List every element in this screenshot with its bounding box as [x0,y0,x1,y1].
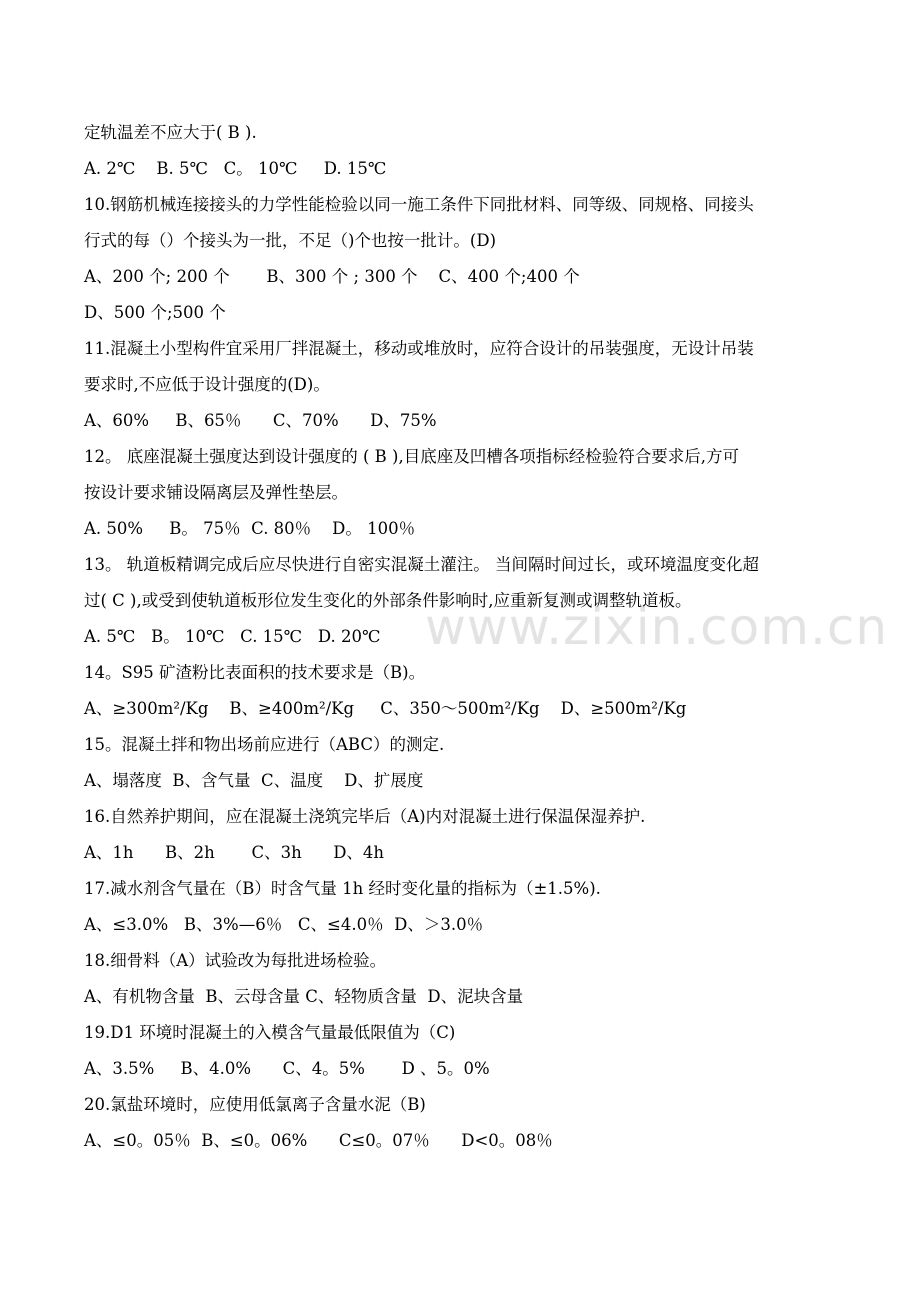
question-19: 19.D1 环境时混凝土的入模含气量最低限值为（C) [84,1023,456,1042]
text-line: 要求时,不应低于设计强度的(D)。 [84,375,330,394]
text-line: 定轨温差不应大于( B ). [84,123,257,142]
question-12: 12。 底座混凝土强度达到设计强度的 ( B ),目底座及凹槽各项指标经检验符合要求后,方可 [84,447,739,466]
answer-options: A、≤3.0% B、3%—6％ C、≤4.0％ D、＞3.0％ [84,915,484,934]
answer-options: A、60% B、65％ C、70% D、75% [84,411,437,430]
answer-options: A、1h B、2h C、3h D、4h [84,843,385,862]
answer-options: A. 5℃ B。 10℃ C. 15℃ D. 20℃ [84,627,381,646]
document-page [84,115,844,1159]
question-16: 16.自然养护期间，应在混凝土浇筑完毕后（A)内对混凝土进行保温保湿养护. [84,807,646,826]
question-13: 13。 轨道板精调完成后应尽快进行自密实混凝土灌注。 当间隔时间过长，或环境温度变化超 [84,555,759,574]
answer-options: A、200 个; 200 个 B、300 个 ; 300 个 C、400 个;400 个 [84,267,580,286]
question-17: 17.减水剂含气量在（B）时含气量 1h 经时变化量的指标为（±1.5%). [84,879,601,898]
question-10: 10.钢筋机械连接接头的力学性能检验以同一施工条件下同批材料、同等级、同规格、同接头 [84,195,754,214]
question-18: 18.细骨料（A）试验改为每批进场检验。 [84,951,387,970]
text-line: 过( C ),或受到使轨道板形位发生变化的外部条件影响时,应重新复测或调整轨道板。 [84,591,692,610]
text-line: 按设计要求铺设隔离层及弹性垫层。 [84,483,348,502]
answer-options: A、塌落度 B、含气量 C、温度 D、扩展度 [84,771,424,790]
answer-options: A、≤0。05％ B、≤0。06% C≤0。07％ D<0。08％ [84,1131,553,1150]
answer-options: A、3.5% B、4.0% C、4。5% D 、5。0% [84,1059,490,1078]
answer-options: A. 2℃ B. 5℃ C。 10℃ D. 15℃ [84,159,387,178]
watermark: www.zixin.com.cn [425,598,889,656]
answer-options: D、500 个;500 个 [84,303,226,322]
question-11: 11.混凝土小型构件宜采用厂拌混凝土，移动或堆放时，应符合设计的吊装强度，无设计吊装 [84,339,754,358]
question-15: 15。混凝土拌和物出场前应进行（ABC）的测定. [84,735,445,754]
text-line: 行式的每（）个接头为一批，不足（)个也按一批计。(D) [84,231,497,250]
question-14: 14。S95 矿渣粉比表面积的技术要求是（B)。 [84,663,426,682]
question-20: 20.氯盐环境时，应使用低氯离子含量水泥（B) [84,1095,426,1114]
answer-options: A. 50% B。 75％ C. 80％ D。 100％ [84,519,416,538]
answer-options: A、≥300m²/Kg B、≥400m²/Kg C、350～500m²/Kg D、≥500m²/Kg [84,699,687,718]
answer-options: A、有机物含量 B、云母含量 C、轻物质含量 D、泥块含量 [84,987,524,1006]
